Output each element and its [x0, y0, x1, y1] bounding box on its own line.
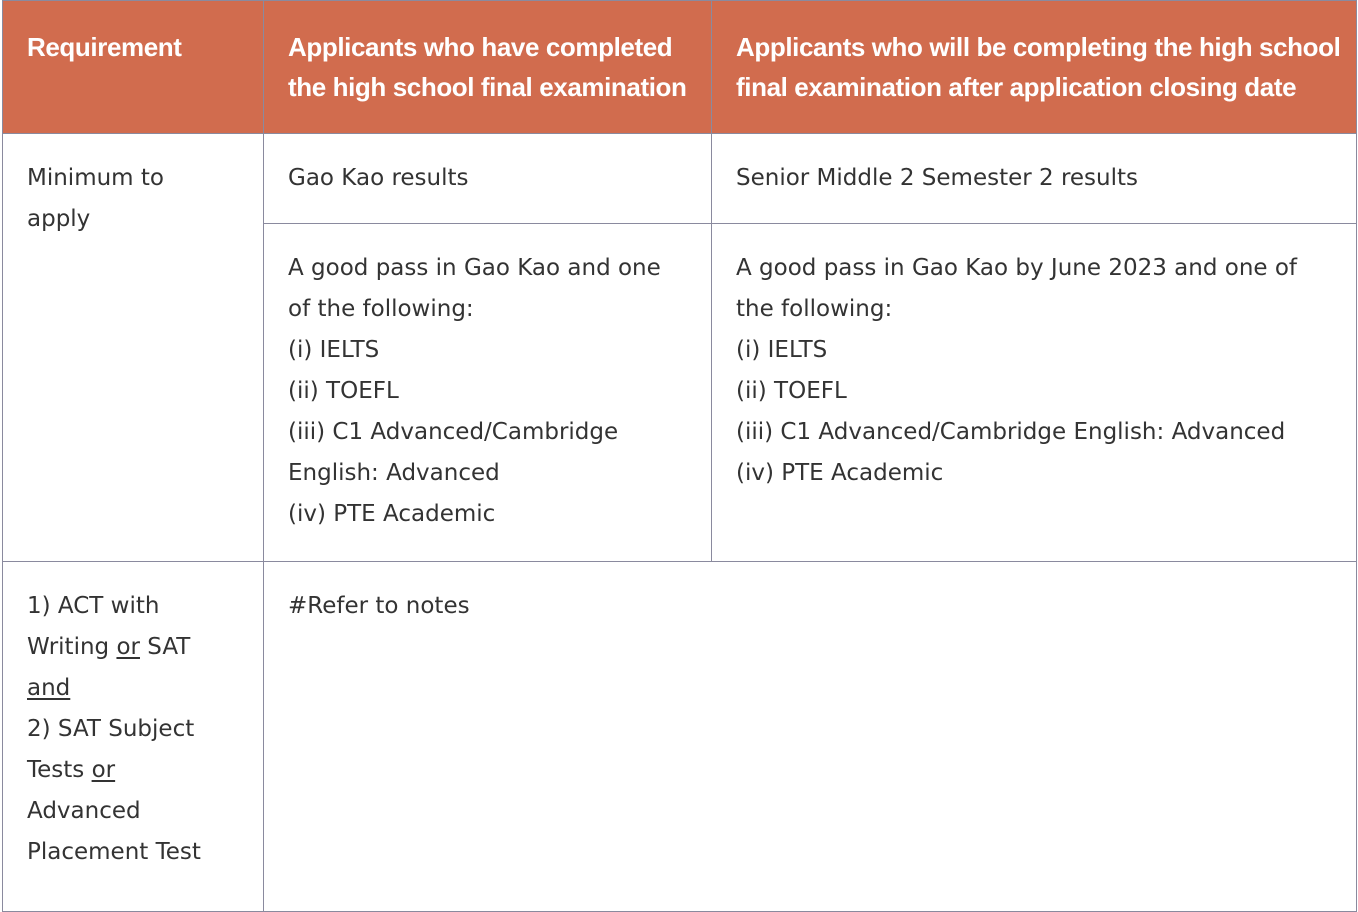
completing-language-requirements-cell: [712, 224, 1357, 562]
header-completing-applicants: [712, 1, 1357, 134]
completed-req-line: A good pass in Gao Kao and one: [288, 255, 661, 281]
senior-middle-results-text: Senior Middle 2 Semester 2 results: [736, 165, 1139, 191]
header-requirement: [3, 1, 264, 134]
table-row-tests: [3, 562, 1357, 912]
tests-and-underlined: and: [27, 675, 71, 701]
completed-req-pte: (iv) PTE Academic: [288, 501, 496, 527]
completing-req-toefl: (ii) TOEFL: [736, 378, 847, 404]
senior-middle-results-cell: [712, 134, 1357, 224]
tests-label-line7: Placement Test: [27, 839, 201, 865]
header-completing-line1: Applicants who will be completing the high school: [736, 32, 1341, 62]
completed-req-c1-advanced: (iii) C1 Advanced/Cambridge: [288, 419, 619, 445]
completed-req-c1-advanced-cont: English: Advanced: [288, 460, 500, 486]
table-row-minimum-a: [3, 134, 1357, 224]
header-row: [3, 1, 1357, 134]
completed-req-line: of the following:: [288, 296, 474, 322]
tests-tests-text: Tests: [27, 757, 92, 783]
completing-req-pte: (iv) PTE Academic: [736, 460, 944, 486]
completing-req-c1-advanced: (iii) C1 Advanced/Cambridge English: Advanced: [736, 419, 1286, 445]
tests-label-line1: 1) ACT with: [27, 593, 160, 619]
completed-req-ielts: (i) IELTS: [288, 337, 380, 363]
completing-req-line: A good pass in Gao Kao by June 2023 and one of: [736, 255, 1298, 281]
header-requirement-text: Requirement: [27, 32, 182, 62]
header-completed-line1: Applicants who have completed: [288, 32, 673, 62]
tests-writing-text: Writing: [27, 634, 117, 660]
tests-label-line5: [27, 750, 251, 791]
requirements-table: [2, 0, 1357, 912]
completed-req-toefl: (ii) TOEFL: [288, 378, 399, 404]
header-completed-applicants: [264, 1, 712, 134]
refer-to-notes-cell: [264, 562, 1357, 912]
header-completed-line2: the high school final examination: [288, 72, 687, 102]
tests-sat-text: SAT: [139, 634, 191, 660]
gao-kao-results-cell: [264, 134, 712, 224]
tests-label-cell: [3, 562, 264, 912]
tests-label-line3: [27, 668, 251, 709]
tests-label-line2: [27, 627, 251, 668]
refer-to-notes-text: #Refer to notes: [288, 593, 470, 619]
completing-req-ielts: (i) IELTS: [736, 337, 828, 363]
completed-language-requirements-cell: [264, 224, 712, 562]
header-completing-line2: final examination after application closing date: [736, 72, 1297, 102]
tests-or-underlined-2: or: [91, 757, 116, 783]
tests-label-line4: 2) SAT Subject: [27, 716, 195, 742]
tests-or-underlined: or: [116, 634, 140, 660]
gao-kao-results-text: Gao Kao results: [288, 165, 469, 191]
tests-label-line6: Advanced: [27, 798, 141, 824]
minimum-label-line2: apply: [27, 206, 91, 232]
minimum-label-line1: Minimum to: [27, 165, 164, 191]
completing-req-line: the following:: [736, 296, 893, 322]
minimum-to-apply-label-cell: [3, 134, 264, 562]
